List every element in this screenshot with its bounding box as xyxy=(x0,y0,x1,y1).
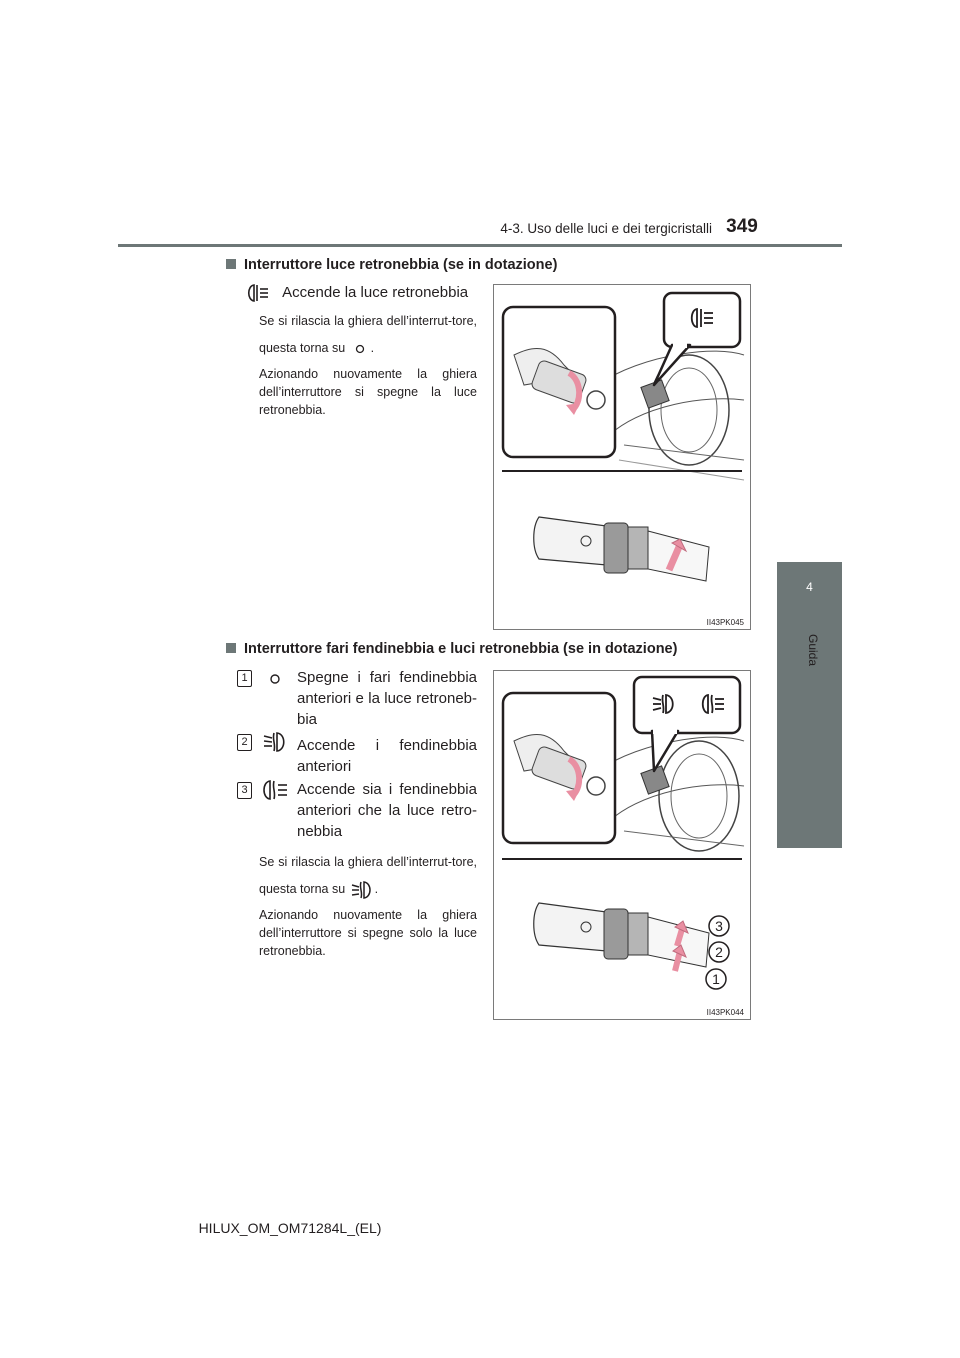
figure-code: II43PK045 xyxy=(706,618,744,627)
figure-code: II43PK044 xyxy=(706,1008,744,1017)
callout-1: 1 xyxy=(712,971,720,987)
rear-fog-icon xyxy=(244,282,270,304)
item-label-2: Accende i fendinebbia anteriori xyxy=(297,737,477,775)
page-number: 349 xyxy=(726,216,758,237)
rear-fog-figure xyxy=(493,284,751,630)
item-number-3: 3 xyxy=(237,782,252,799)
header-rule xyxy=(118,244,842,247)
chapter-name: Guida xyxy=(806,633,820,667)
fog-combo-illustration xyxy=(494,671,750,1019)
rear-fog-heading: Interruttore luce retronebbia (se in dotazione) xyxy=(226,257,557,273)
off-circle-icon xyxy=(349,342,371,356)
callout-2: 2 xyxy=(715,944,723,960)
item-label-3: Accende sia i fendinebbia anteriori che la luce retro-nebbia xyxy=(297,781,477,840)
heading-square-icon xyxy=(226,259,236,269)
rear-fog-item-label: Accende la luce retronebbia xyxy=(282,284,469,301)
chapter-tab xyxy=(777,562,842,848)
rear-fog-item xyxy=(244,282,468,304)
fog-combo-figure xyxy=(493,670,751,1020)
front-fog-icon xyxy=(261,730,289,754)
front-fog-icon xyxy=(349,879,375,901)
item-number-1: 1 xyxy=(237,670,252,687)
fog-combo-heading: Interruttore fari fendinebbia e luci retronebbia (se in dotazione) xyxy=(226,641,677,657)
section-title: 4-3. Uso delle luci e dei tergicristalli xyxy=(500,221,712,236)
off-circle-icon xyxy=(265,671,285,687)
rear-fog-illustration xyxy=(494,285,750,629)
item-number-2: 2 xyxy=(237,734,252,751)
fog-combo-note-2: Azionando nuovamente la ghiera dell’interruttore si spegne solo la luce retronebbia. xyxy=(259,908,477,958)
chapter-number: 4 xyxy=(806,580,813,594)
fog-combo-note-1: Se si rilascia la ghiera dell’interrut-tore, questa torna su . xyxy=(259,849,477,903)
heading-square-icon xyxy=(226,643,236,653)
rear-fog-icon xyxy=(260,778,290,802)
item-label-1: Spegne i fari fendinebbia anteriori e la luce retroneb-bia xyxy=(297,669,477,728)
rear-fog-note-2: Azionando nuovamente la ghiera dell’interruttore si spegne la luce retronebbia. xyxy=(259,367,477,417)
callout-3: 3 xyxy=(715,918,723,934)
rear-fog-note-1: Se si rilascia la ghiera dell’interrut-tore, questa torna su . xyxy=(259,314,477,355)
document-code: HILUX_OM_OM71284L_(EL) xyxy=(198,1220,382,1236)
